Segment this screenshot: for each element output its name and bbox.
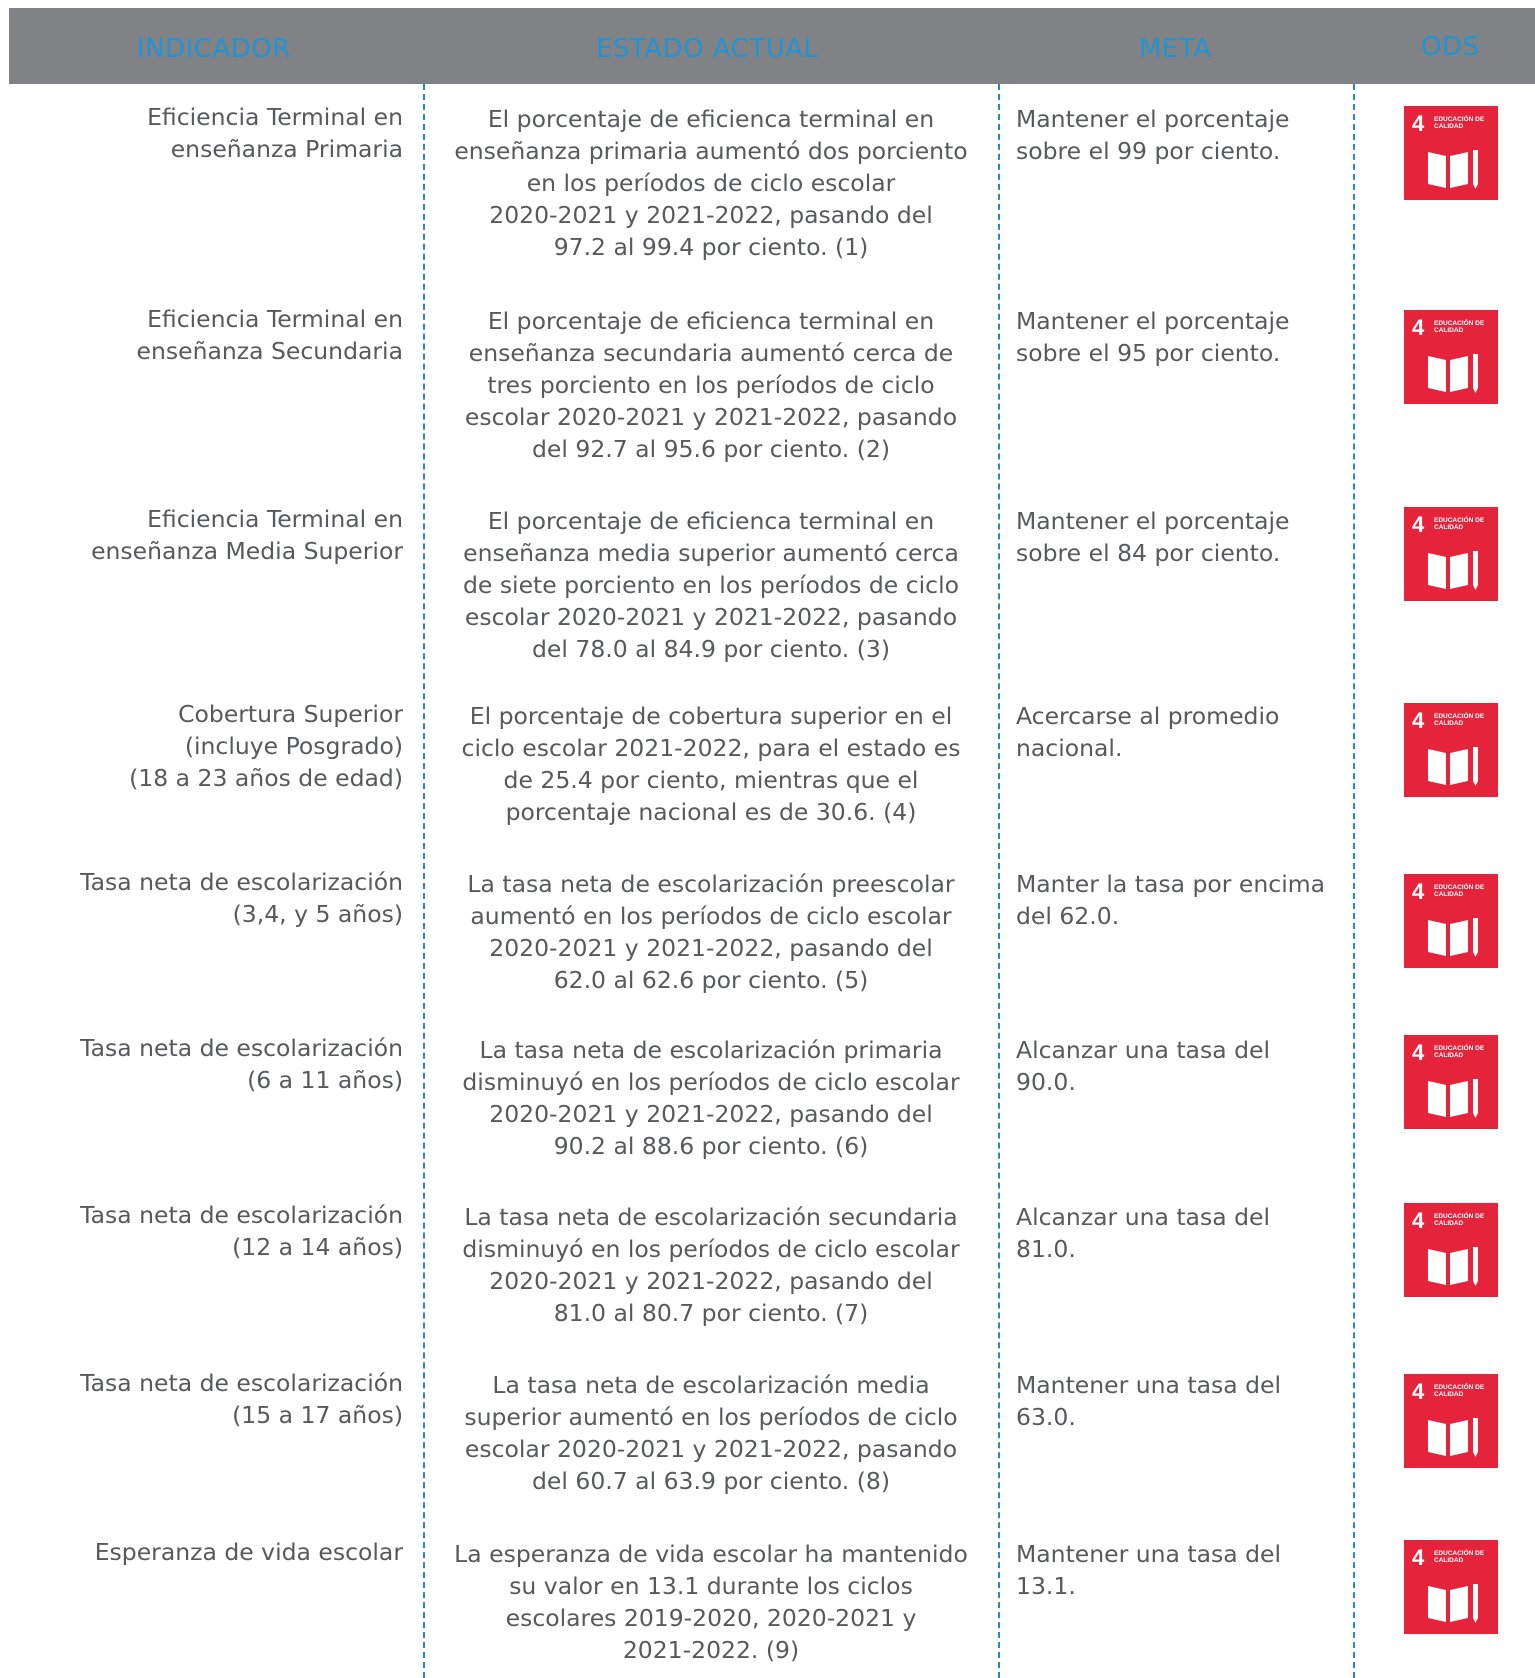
text-line: 2020-2021 y 2021-2022, pasando del: [489, 1267, 933, 1295]
sdg-label: EDUCACIÓN DE CALIDAD: [1434, 1550, 1485, 1564]
book-pencil-icon: [1426, 1243, 1482, 1287]
text-line: 62.0 al 62.6 por ciento. (5): [553, 966, 869, 994]
text-line: (3,4, y 5 años): [232, 900, 403, 928]
estado-actual-cell: [437, 505, 985, 665]
indicador-cell: [40, 1367, 403, 1431]
text-line: Tasa neta de escolarización: [80, 1369, 403, 1397]
text-line: disminuyó en los períodos de ciclo escolar: [462, 1235, 960, 1263]
sdg-number: 4: [1412, 111, 1425, 136]
text-line: Eficiencia Terminal en: [147, 103, 403, 131]
indicador-cell: [40, 303, 403, 367]
sdg-label: EDUCACIÓN DE CALIDAD: [1434, 517, 1485, 531]
book-pencil-icon: [1426, 146, 1482, 190]
sdg-4-icon: [1404, 703, 1498, 797]
text-line: (18 a 23 años de edad): [129, 764, 403, 792]
text-line: Mantener una tasa del: [1016, 1371, 1282, 1399]
text-line: disminuyó en los períodos de ciclo escolar: [462, 1068, 960, 1096]
text-line: Mantener el porcentaje: [1016, 307, 1290, 335]
text-line: del 92.7 al 95.6 por ciento. (2): [532, 435, 890, 463]
indicador-cell: [40, 503, 403, 567]
estado-actual-cell: [437, 305, 985, 465]
header-meta: META: [1139, 34, 1212, 64]
text-line: 2020-2021 y 2021-2022, pasando del: [489, 934, 933, 962]
text-line: Manter la tasa por encima: [1016, 870, 1326, 898]
sdg-4-icon: [1404, 874, 1498, 968]
text-line: (6 a 11 años): [247, 1066, 403, 1094]
text-line: del 78.0 al 84.9 por ciento. (3): [532, 635, 890, 663]
text-line: enseñanza secundaria aumentó cerca de: [468, 339, 954, 367]
text-line: enseñanza Primaria: [170, 135, 403, 163]
meta-cell: [1016, 700, 1346, 764]
indicador-cell: [40, 1536, 403, 1568]
sdg-label: EDUCACIÓN DE CALIDAD: [1434, 116, 1485, 130]
estado-actual-cell: [437, 1201, 985, 1329]
text-line: Mantener una tasa del: [1016, 1540, 1282, 1568]
text-line: Tasa neta de escolarización: [80, 1201, 403, 1229]
estado-actual-cell: [437, 1034, 985, 1162]
text-line: escolar 2020-2021 y 2021-2022, pasando: [464, 403, 958, 431]
sdg-label: EDUCACIÓN DE CALIDAD: [1434, 320, 1485, 334]
text-line: La tasa neta de escolarización primaria: [479, 1036, 943, 1064]
text-line: sobre el 99 por ciento.: [1016, 137, 1281, 165]
text-line: Eficiencia Terminal en: [147, 305, 403, 333]
text-line: porcentaje nacional es de 30.6. (4): [505, 798, 917, 826]
sdg-number: 4: [1412, 1208, 1425, 1233]
table-header: [9, 8, 1535, 84]
sdg-number: 4: [1412, 1040, 1425, 1065]
sdg-number: 4: [1412, 708, 1425, 733]
text-line: Tasa neta de escolarización: [80, 868, 403, 896]
header-ods: ODS: [1421, 32, 1480, 62]
text-line: enseñanza primaria aumentó dos porciento: [454, 137, 968, 165]
sdg-number: 4: [1412, 1545, 1425, 1570]
meta-cell: [1016, 1538, 1346, 1602]
text-line: superior aumentó en los períodos de ciclo: [464, 1403, 958, 1431]
sdg-label: EDUCACIÓN DE CALIDAD: [1434, 713, 1485, 727]
column-divider: [998, 84, 1000, 1678]
text-line: escolares 2019-2020, 2020-2021 y: [505, 1604, 917, 1632]
header-indicador: INDICADOR: [137, 34, 291, 64]
text-line: tres porciento en los períodos de ciclo: [487, 371, 935, 399]
sdg-4-icon: [1404, 1374, 1498, 1468]
sdg-4-icon: [1404, 507, 1498, 601]
text-line: nacional.: [1016, 734, 1123, 762]
text-line: enseñanza Secundaria: [136, 337, 403, 365]
text-line: El porcentaje de cobertura superior en el: [469, 702, 953, 730]
estado-actual-cell: [437, 868, 985, 996]
text-line: (incluye Posgrado): [184, 732, 403, 760]
text-line: La tasa neta de escolarización preescolar: [467, 870, 955, 898]
meta-cell: [1016, 868, 1346, 932]
text-line: 13.1.: [1016, 1572, 1076, 1600]
book-pencil-icon: [1426, 1414, 1482, 1458]
text-line: aumentó en los períodos de ciclo escolar: [470, 902, 952, 930]
meta-cell: [1016, 1369, 1346, 1433]
indicador-cell: [40, 698, 403, 794]
book-pencil-icon: [1426, 350, 1482, 394]
text-line: escolar 2020-2021 y 2021-2022, pasando: [464, 603, 958, 631]
text-line: El porcentaje de eficienca terminal en: [487, 307, 935, 335]
meta-cell: [1016, 103, 1346, 167]
text-line: 90.2 al 88.6 por ciento. (6): [553, 1132, 869, 1160]
text-line: (12 a 14 años): [232, 1233, 403, 1261]
text-line: escolar 2020-2021 y 2021-2022, pasando: [464, 1435, 958, 1463]
text-line: enseñanza media superior aumentó cerca: [463, 539, 959, 567]
indicador-cell: [40, 1032, 403, 1096]
text-line: 90.0.: [1016, 1068, 1076, 1096]
text-line: 81.0 al 80.7 por ciento. (7): [553, 1299, 869, 1327]
text-line: 2020-2021 y 2021-2022, pasando del: [489, 1100, 933, 1128]
sdg-number: 4: [1412, 1379, 1425, 1404]
estado-actual-cell: [437, 1369, 985, 1497]
text-line: Tasa neta de escolarización: [80, 1034, 403, 1062]
text-line: Alcanzar una tasa del: [1016, 1203, 1270, 1231]
indicador-cell: [40, 866, 403, 930]
text-line: enseñanza Media Superior: [91, 537, 403, 565]
text-line: Mantener el porcentaje: [1016, 105, 1290, 133]
sdg-number: 4: [1412, 879, 1425, 904]
sdg-label: EDUCACIÓN DE CALIDAD: [1434, 1213, 1485, 1227]
text-line: ciclo escolar 2021-2022, para el estado es: [461, 734, 961, 762]
column-divider: [1353, 84, 1355, 1678]
header-estado-actual: ESTADO ACTUAL: [596, 34, 819, 64]
sdg-4-icon: [1404, 106, 1498, 200]
sdg-4-icon: [1404, 310, 1498, 404]
meta-cell: [1016, 505, 1346, 569]
text-line: 63.0.: [1016, 1403, 1076, 1431]
estado-actual-cell: [437, 700, 985, 828]
text-line: (15 a 17 años): [232, 1401, 403, 1429]
text-line: Alcanzar una tasa del: [1016, 1036, 1270, 1064]
estado-actual-cell: [437, 103, 985, 263]
estado-actual-cell: [437, 1538, 985, 1666]
text-line: Eficiencia Terminal en: [147, 505, 403, 533]
book-pencil-icon: [1426, 547, 1482, 591]
sdg-label: EDUCACIÓN DE CALIDAD: [1434, 884, 1485, 898]
book-pencil-icon: [1426, 1580, 1482, 1624]
text-line: La esperanza de vida escolar ha mantenido: [454, 1540, 968, 1568]
sdg-number: 4: [1412, 512, 1425, 537]
indicador-cell: [40, 1199, 403, 1263]
book-pencil-icon: [1426, 914, 1482, 958]
text-line: Acercarse al promedio: [1016, 702, 1280, 730]
text-line: sobre el 84 por ciento.: [1016, 539, 1281, 567]
book-pencil-icon: [1426, 1075, 1482, 1119]
sdg-4-icon: [1404, 1540, 1498, 1634]
book-pencil-icon: [1426, 743, 1482, 787]
text-line: Mantener el porcentaje: [1016, 507, 1290, 535]
text-line: 81.0.: [1016, 1235, 1076, 1263]
column-divider: [423, 84, 425, 1678]
text-line: La tasa neta de escolarización secundaria: [464, 1203, 958, 1231]
text-line: de 25.4 por ciento, mientras que el: [503, 766, 919, 794]
sdg-label: EDUCACIÓN DE CALIDAD: [1434, 1384, 1485, 1398]
text-line: 2020-2021 y 2021-2022, pasando del: [489, 201, 933, 229]
sdg-number: 4: [1412, 315, 1425, 340]
text-line: Esperanza de vida escolar: [94, 1538, 403, 1566]
text-line: Cobertura Superior: [178, 700, 403, 728]
text-line: El porcentaje de eficienca terminal en: [487, 105, 935, 133]
text-line: El porcentaje de eficienca terminal en: [487, 507, 935, 535]
text-line: su valor en 13.1 durante los ciclos: [509, 1572, 913, 1600]
text-line: de siete porciento en los períodos de ciclo: [462, 571, 960, 599]
text-line: La tasa neta de escolarización media: [492, 1371, 930, 1399]
meta-cell: [1016, 305, 1346, 369]
meta-cell: [1016, 1201, 1346, 1265]
text-line: 2021-2022. (9): [622, 1636, 800, 1664]
text-line: en los períodos de ciclo escolar: [526, 169, 896, 197]
sdg-4-icon: [1404, 1035, 1498, 1129]
indicador-cell: [40, 101, 403, 165]
text-line: sobre el 95 por ciento.: [1016, 339, 1281, 367]
text-line: 97.2 al 99.4 por ciento. (1): [553, 233, 869, 261]
sdg-label: EDUCACIÓN DE CALIDAD: [1434, 1045, 1485, 1059]
text-line: del 62.0.: [1016, 902, 1120, 930]
meta-cell: [1016, 1034, 1346, 1098]
sdg-4-icon: [1404, 1203, 1498, 1297]
text-line: del 60.7 al 63.9 por ciento. (8): [532, 1467, 890, 1495]
